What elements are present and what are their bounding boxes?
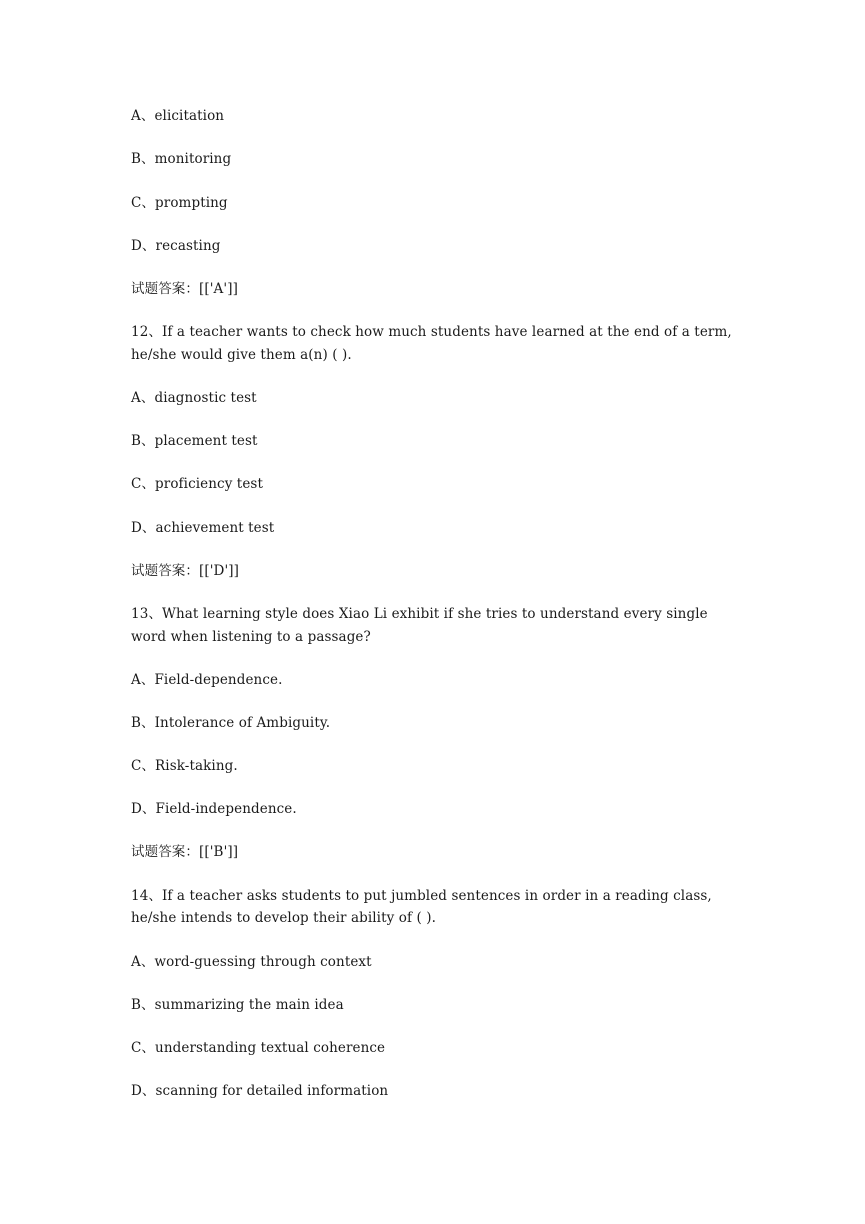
q13-option-a: A、Field-dependence.: [131, 672, 283, 688]
q11-option-a: A、elicitation: [131, 108, 225, 124]
q13-option-c: C、Risk-taking.: [131, 758, 238, 774]
q13-stem-line-1: 13、What learning style does Xiao Li exhibit if she tries to understand every single: [131, 606, 708, 622]
q11-option-b: B、monitoring: [131, 151, 232, 167]
q12-option-c: C、proficiency test: [131, 476, 263, 492]
q14-stem-line-2: he/she intends to develop their ability of ( ).: [131, 910, 436, 926]
q14-option-d: D、scanning for detailed information: [131, 1083, 389, 1099]
q11-answer: 试题答案：[['A']]: [131, 281, 238, 297]
q11-option-c: C、prompting: [131, 195, 228, 211]
q12-answer: 试题答案：[['D']]: [131, 563, 240, 579]
q14-stem-line-1: 14、If a teacher asks students to put jumbled sentences in order in a reading class,: [131, 888, 712, 904]
q14-option-b: B、summarizing the main idea: [131, 997, 344, 1013]
q12-option-a: A、diagnostic test: [131, 390, 257, 406]
q11-option-d: D、recasting: [131, 238, 221, 254]
q13-answer: 试题答案：[['B']]: [131, 844, 239, 860]
q14-option-a: A、word-guessing through context: [131, 954, 372, 970]
q12-option-b: B、placement test: [131, 433, 258, 449]
q12-option-d: D、achievement test: [131, 520, 275, 536]
q14-option-c: C、understanding textual coherence: [131, 1040, 386, 1056]
q12-stem-line-1: 12、If a teacher wants to check how much students have learned at the end of a term,: [131, 324, 732, 340]
q13-stem-line-2: word when listening to a passage?: [131, 629, 371, 645]
q13-option-d: D、Field-independence.: [131, 801, 297, 817]
q12-stem-line-2: he/she would give them a(n) ( ).: [131, 347, 352, 363]
q13-option-b: B、Intolerance of Ambiguity.: [131, 715, 331, 731]
